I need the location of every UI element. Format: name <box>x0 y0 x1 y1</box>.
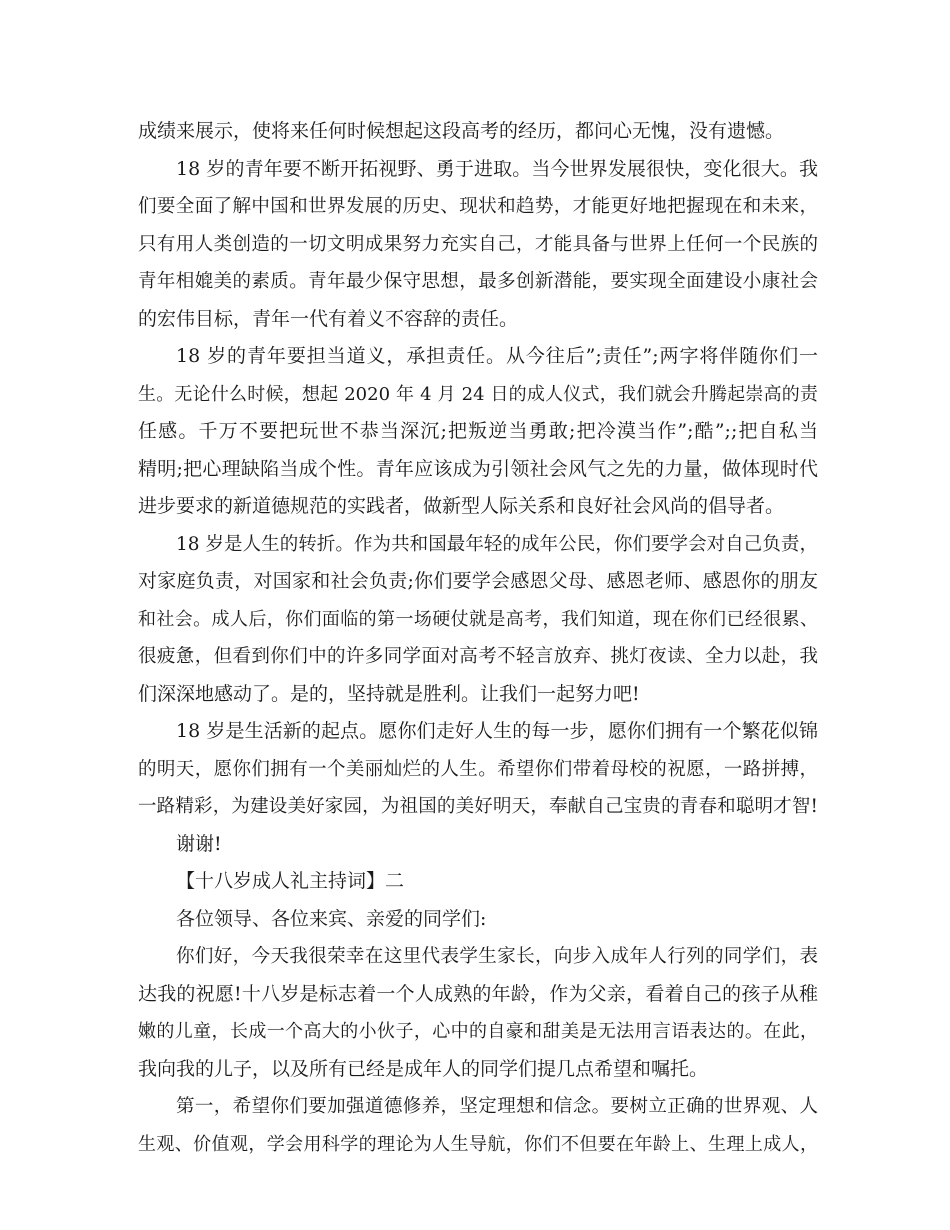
text-line: 一路精彩，为建设美好家园，为祖国的美好明天，奉献自己宝贵的青春和聪明才智! <box>138 796 818 817</box>
text-line: 进步要求的新道德规范的实践者，做新型人际关系和良好社会风尚的倡导者。 <box>138 495 785 517</box>
text-line: 嫩的儿童，长成一个高大的小伙子，心中的自豪和甜美是无法用言语表达的。在此， <box>138 1021 818 1042</box>
text-line: 精明;把心理缺陷当成个性。青年应该成为引领社会风气之先的力量，做体现时代 <box>138 457 818 480</box>
text-line: 18 岁是人生的转折。作为共和国最年轻的成年公民，你们要学会对自己负责， <box>176 533 818 555</box>
text-line: 18 岁的青年要担当道义，承担责任。从今往后”;责任”;两字将伴随你们一 <box>176 345 818 367</box>
text-line: 【十八岁成人礼主持词】二 <box>176 870 405 892</box>
document-body <box>138 113 818 1163</box>
text-line: 谢谢! <box>176 832 222 855</box>
text-line: 你们好，今天我很荣幸在这里代表学生家长，向步入成年人行列的同学们，表 <box>176 946 818 967</box>
text-line: 的明天，愿你们拥有一个美丽灿烂的人生。希望你们带着母校的祝愿，一路拼搏， <box>138 758 818 780</box>
text-line: 的宏伟目标，青年一代有着义不容辞的责任。 <box>138 307 519 330</box>
text-line: 任感。千万不要把玩世不恭当深沉;把叛逆当勇敢;把冷漠当作”;酷”;;把自私当 <box>138 420 818 442</box>
text-line: 18 岁的青年要不断开拓视野、勇于进取。当今世界发展很快，变化很大。我 <box>176 157 818 180</box>
text-line: 青年相媲美的素质。青年最少保守思想，最多创新潜能，要实现全面建设小康社会 <box>138 271 818 292</box>
text-line: 18 岁是生活新的起点。愿你们走好人生的每一步，愿你们拥有一个繁花似锦 <box>176 720 818 742</box>
text-line: 和社会。成人后，你们面临的第一场硬仗就是高考，我们知道，现在你们已经很累、 <box>138 608 818 630</box>
text-line: 们深深地感动了。是的，坚持就是胜利。让我们一起努力吧! <box>138 682 640 705</box>
text-line: 对家庭负责，对国家和社会负责;你们要学会感恩父母、感恩老师、感恩你的朋友 <box>138 570 818 592</box>
text-line: 很疲惫，但看到你们中的许多同学面对高考不轻言放弃、挑灯夜读、全力以赴，我 <box>138 646 818 667</box>
text-line: 生观、价值观，学会用科学的理论为人生导航，你们不但要在年龄上、生理上成人， <box>138 1133 818 1155</box>
text-line: 生。无论什么时候，想起 2020 年 4 月 24 日的成人仪式，我们就会升腾起崇高的责 <box>138 383 818 405</box>
text-line: 达我的祝愿!十八岁是标志着一个人成熟的年龄，作为父亲，看着自己的孩子从稚 <box>138 982 818 1005</box>
text-line: 各位领导、各位来宾、亲爱的同学们: <box>176 907 487 930</box>
text-line: 我向我的儿子，以及所有已经是成年人的同学们提几点希望和嘱托。 <box>138 1057 709 1080</box>
text-line: 们要全面了解中国和世界发展的历史、现状和趋势，才能更好地把握现在和未来， <box>138 196 818 217</box>
text-line: 只有用人类创造的一切文明成果努力充实自己，才能具备与世界上任何一个民族的 <box>138 233 818 255</box>
text-line: 第一，希望你们要加强道德修养，坚定理想和信念。要树立正确的世界观、人 <box>176 1096 818 1117</box>
text-line: 成绩来展示，使将来任何时候想起这段高考的经历，都问心无愧，没有遗憾。 <box>138 120 785 142</box>
